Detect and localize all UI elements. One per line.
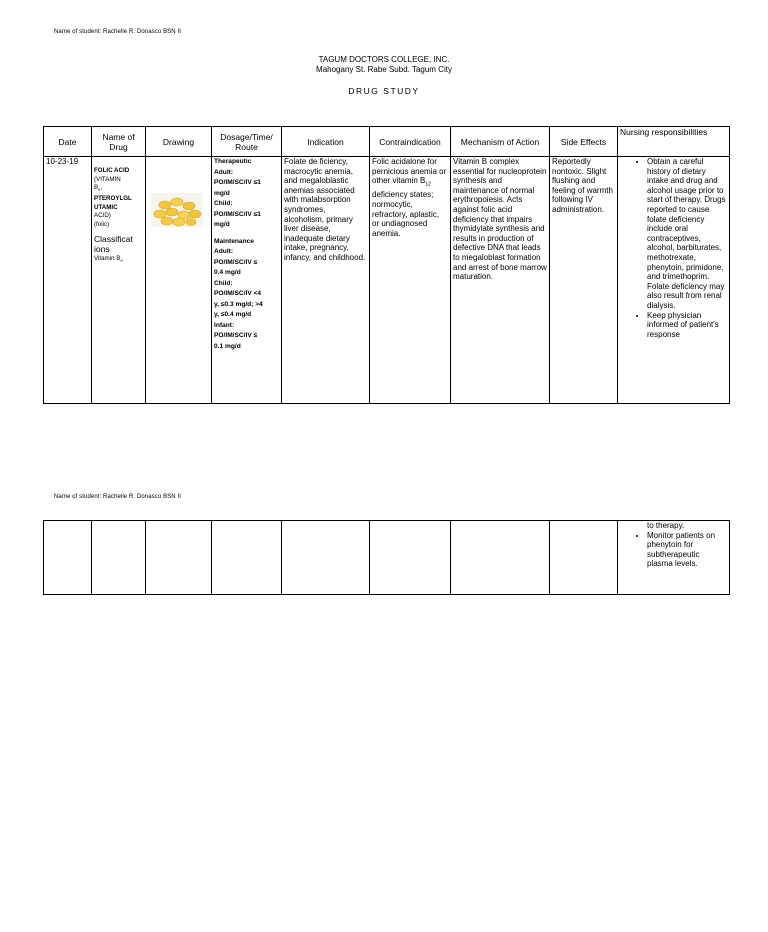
header-indication: Indication <box>282 127 370 157</box>
dosage-cell <box>212 157 282 404</box>
empty-cell <box>92 521 146 595</box>
classification-label: Classificat ions <box>94 234 133 254</box>
empty-cell <box>451 521 550 595</box>
nursing-item-continued: to therapy. <box>647 521 685 530</box>
drug-study-table-continued <box>43 520 730 595</box>
nursing-cell <box>618 157 730 404</box>
college-address: Mahogany St. Rabe Subd. Tagum City <box>316 65 452 74</box>
header-drug-name: Name of Drug <box>92 127 146 157</box>
drawing-cell <box>146 157 212 404</box>
header-side-effects: Side Effects <box>550 127 618 157</box>
table-row <box>44 157 730 404</box>
header-dosage: Dosage/Time/ Route <box>212 127 282 157</box>
student-name-line: Name of student: Rachelle R. Donasco BSN II <box>54 29 182 35</box>
nursing-cell-continued <box>618 521 730 595</box>
nursing-item: • Monitor patients on phenytoin for subtherapeutic plasma levels. <box>647 531 727 569</box>
header-drawing: Drawing <box>146 127 212 157</box>
drug-name-cell <box>92 157 146 404</box>
student-name-line-page2: Name of student: Rachelle R. Donasco BSN II <box>54 494 182 500</box>
nursing-item: • Obtain a careful history of dietary intake and drug and alcohol usage prior to start of therapy. Drugs reported to cause folate deficiency include oral contraceptives, alcohol, barbiturates, methotrexate, phenytoin, primidone, and trimethoprim. Folate deficiency may also result from renal dialysis. <box>647 157 727 311</box>
drug-name: FOLIC ACID (VITAMIN $B_9$, PTEROYLGL UTAMIC ACID) (folic) <box>94 167 132 228</box>
side-effects-cell: Reportedly nontoxic. Slight flushing and feeling of warmth following IV administration. <box>550 157 618 404</box>
mechanism-cell: Vitamin B complex essential for nucleoprotein synthesis and maintenance of normal erythropoiesis. Acts against folic acid deficiency that impairs thymidylate synthesis and results in production of defective DNA that leads to megaloblast formation and arrest of bone marrow maturation. <box>451 157 550 404</box>
header-date: Date <box>44 127 92 157</box>
table-header-row <box>44 127 730 157</box>
dosage-text: Therapeutic Adult: PO/IM/SC/IV ≤1 mg/d Child: PO/IM/SC/IV ≤1 mg/d Maintenance Adult: PO/IM/SC/IV ≤ 0.4 mg/d Child: PO/IM/SC/IV <4 y, ≤0.3 mg/d; >4 y, ≤0.4 mg/d Infant: PO/IM/SC/IV ≤ 0.1 mg/d <box>214 158 263 350</box>
date-cell: 10-23-19 <box>44 157 92 404</box>
indication-cell: Folate de ficiency, macrocytic anemia, and megaloblastic anemias associated with malabsorption syndromes, alcoholism, primary liver disease, inadequate dietary intake, pregnancy, infancy, and childhood. <box>282 157 370 404</box>
nursing-list-continued <box>620 531 727 569</box>
empty-cell <box>370 521 451 595</box>
college-name: TAGUM DOCTORS COLLEGE, INC. <box>318 55 450 64</box>
empty-cell <box>282 521 370 595</box>
nursing-list <box>620 157 727 339</box>
table-row <box>44 521 730 595</box>
drug-study-table <box>43 126 730 404</box>
classification-value: Vitamin $B_9$ <box>94 254 123 263</box>
page-title: DRUG STUDY <box>348 86 420 96</box>
header-mechanism: Mechanism of Action <box>451 127 550 157</box>
folic-acid-tablets-image <box>151 193 203 227</box>
empty-cell <box>146 521 212 595</box>
empty-cell <box>44 521 92 595</box>
header-contraindication: Contraindication <box>370 127 451 157</box>
nursing-item: • Keep physician informed of patient's response <box>647 311 727 340</box>
empty-cell <box>212 521 282 595</box>
contraindication-cell: Folic acidalone for pernicious anemia or other vitamin $B_{12}$ deficiency states; normocytic, refractory, aplastic, or undiagnosed anemia. <box>370 157 451 404</box>
header-nursing: Nursing responsibilities <box>618 127 730 157</box>
empty-cell <box>550 521 618 595</box>
